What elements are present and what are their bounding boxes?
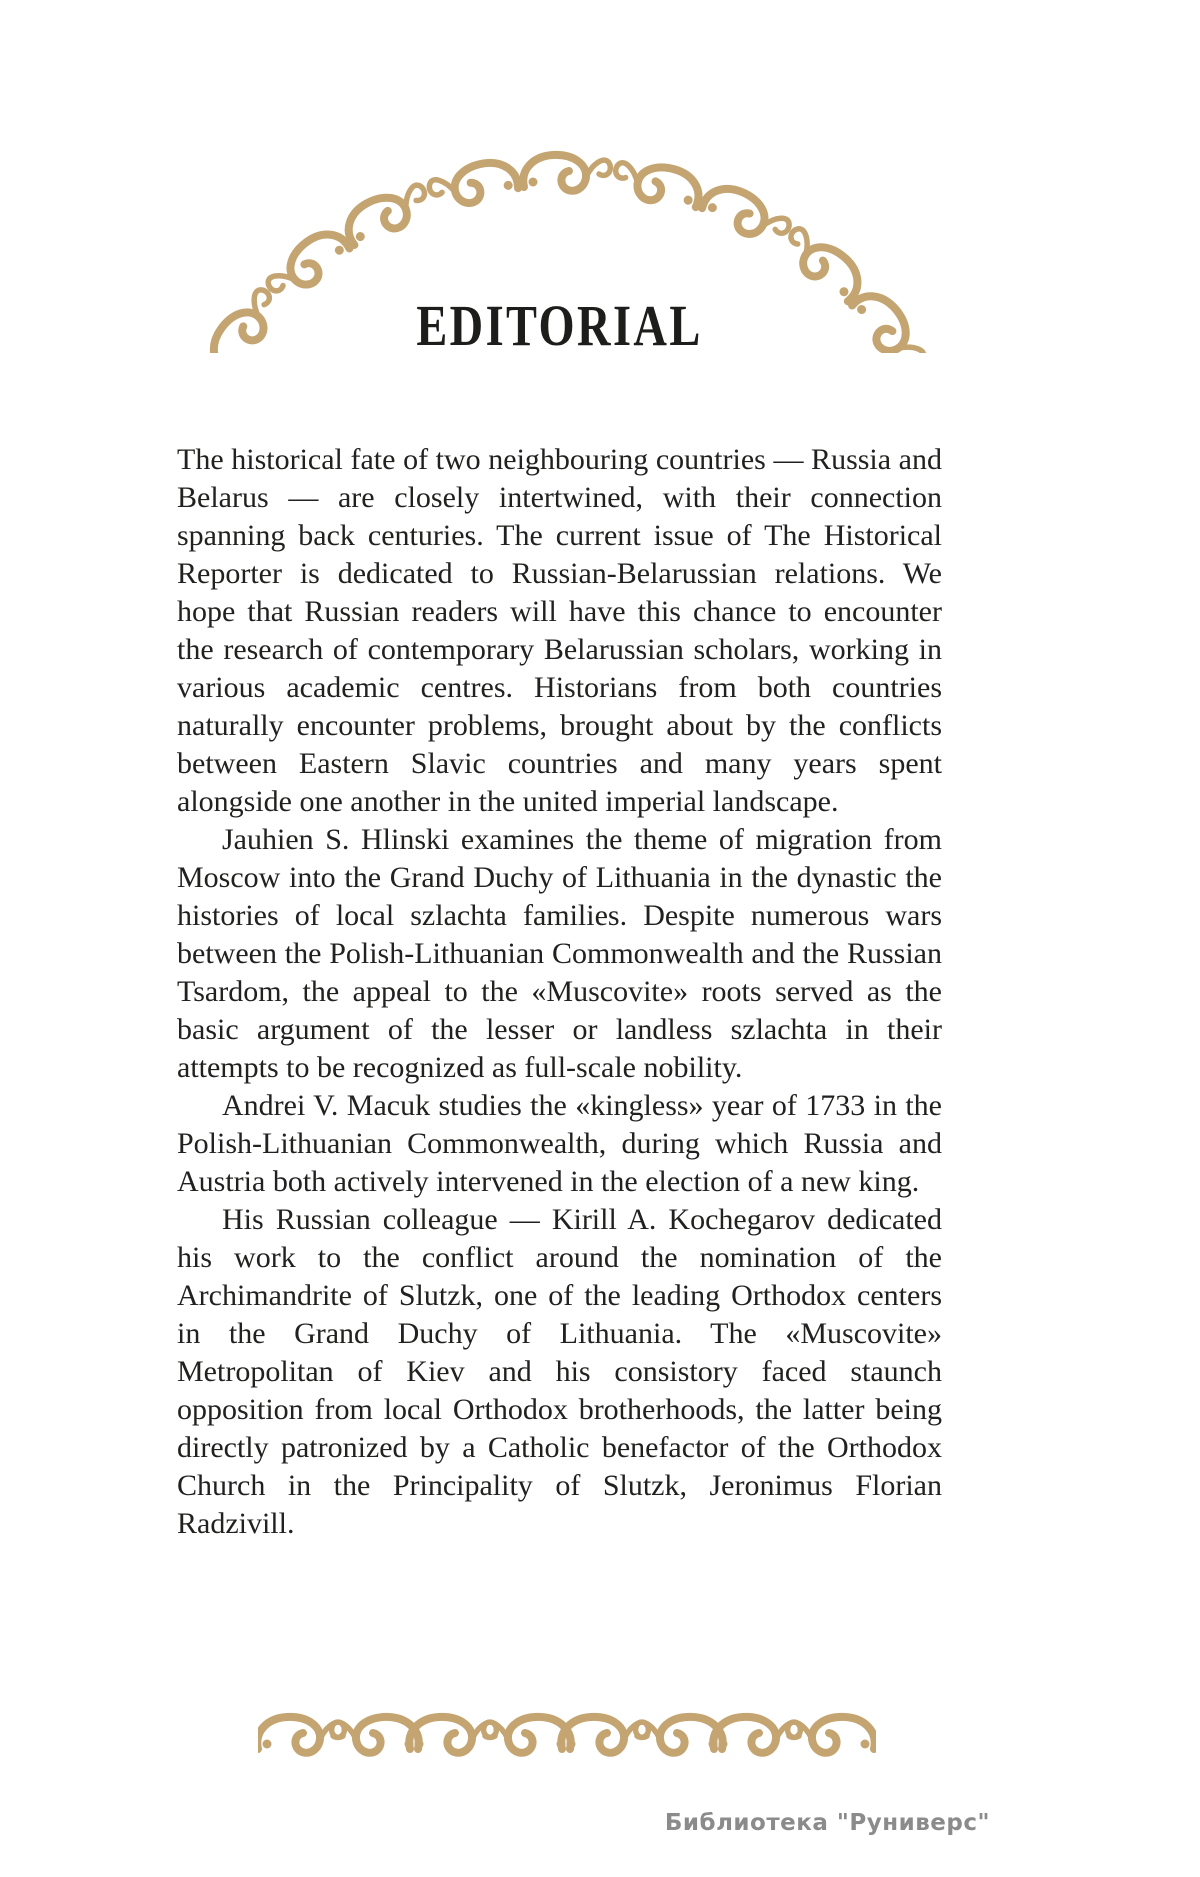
paragraph-intro: The historical fate of two neighbouring countries — Russia and Belarus — are closely intertwined, with their connection spanning back centuries. The current issue of The Historical Reporter is dedicated to Russian-Belarussian relations. We hope that Russian readers will have this chance to encounter the research of contemporary Belarussian scholars, working in various academic centres. Historians from both countries naturally encounter problems, brought about by the conflicts between Eastern Slavic countries and many years spent alongside one another in the united imperial landscape.: [177, 443, 942, 818]
page-title: EDITORIAL: [416, 293, 703, 358]
editorial-text: [177, 441, 942, 1543]
paragraph-macuk: Andrei V. Macuk studies the «kingless» year of 1733 in the Polish-Lithuanian Commonwealth, during which Russia and Austria both actively intervened in the election of a new king.: [177, 1089, 942, 1198]
scrollwork-band-ornament-icon: [258, 1708, 876, 1762]
paragraph-kochegarov: His Russian colleague — Kirill A. Kochegarov dedicated his work to the conflict around the nomination of the Archimandrite of Slutzk, one of the leading Orthodox centers in the Grand Duchy of Lithuania. The «Muscovite» Metropolitan of Kiev and his consistory faced staunch opposition from local Orthodox brotherhoods, the latter being directly patronized by a Catholic benefactor of the Orthodox Church in the Principality of Slutzk, Jeronimus Florian Radzivill.: [177, 1203, 942, 1540]
library-watermark: Библиотека "Руниверс": [664, 1810, 990, 1836]
paragraph-hlinski: Jauhien S. Hlinski examines the theme of migration from Moscow into the Grand Duchy of Lithuania in the dynastic the histories of local szlachta families. Despite numerous wars between the Polish-Lithuanian Commonwealth and the Russian Tsardom, the appeal to the «Muscovite» roots served as the basic argument of the lesser or landless szlachta in their attempts to be recognized as full-scale nobility.: [177, 823, 942, 1084]
